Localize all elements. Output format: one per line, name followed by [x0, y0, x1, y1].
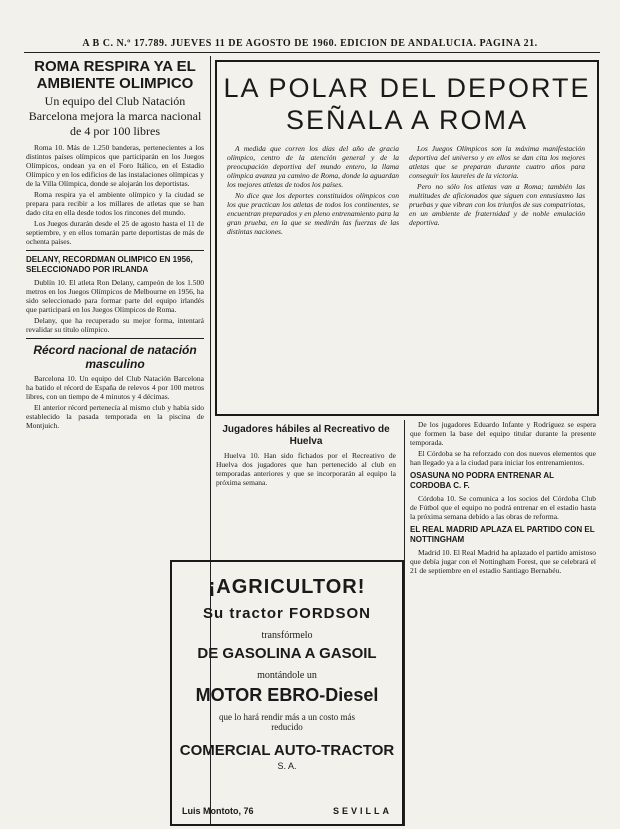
record-paragraph: El anterior récord pertenecía al mismo club y había sido establecido la pasada temporada en la piscina de Montjuich. [26, 403, 204, 430]
ad-line: DE GASOLINA A GASOIL [197, 645, 377, 662]
main-headline-line2: SEÑALA A ROMA [285, 105, 529, 135]
left-divider [26, 338, 204, 339]
ad-street: Luis Montoto, 76 [182, 806, 254, 816]
main-headline-line1: LA POLAR DEL DEPORTE [223, 73, 591, 103]
main-paragraph: A medida que corren los días del año de gracia olímpico, centro de la atención general y de la preocupación deportiva del mundo entero, la llama olímpica avanza ya camino de Roma, donde la aguardan los mejores atletas de todos los países. [227, 144, 399, 189]
main-paragraph: Los Juegos Olímpicos son la máxima manifestación deportiva del universo y en ellos se dan cita los mejores atletas que se preparan durante cuatro años para conseguir los laureles de la victoria. [409, 144, 585, 180]
ad-line: montándole un [257, 670, 317, 681]
left-paragraph: Los Juegos durarán desde el 25 de agosto hasta el 11 de septiembre, y en ellos tomarán parte deportistas de más de ochenta países. [26, 219, 204, 246]
main-column-2 [409, 144, 585, 406]
osasuna-headline: OSASUNA NO PODRA ENTRENAR AL CORDOBA C. F. [410, 471, 554, 490]
record-paragraph: Barcelona 10. Un equipo del Club Natación Barcelona ha batido el récord de España de relevos 4 por 100 metros libres, con un tiempo de 4 minutos y 4 décimas. [26, 374, 204, 401]
ad-line: COMERCIAL AUTO-TRACTOR [179, 742, 395, 759]
main-paragraph: Pero no sólo los atletas van a Roma; también las multitudes de aficionados que siguen con entusiasmo las pruebas y que vibran con los triunfos de sus compatriotas, en un ambiente de fraternidad y de noble emulación deportiva. [409, 182, 585, 227]
ad-line: S. A. [277, 761, 297, 771]
delany-paragraph: Dublín 10. El atleta Ron Delany, campeón de los 1.500 metros en los Juegos Olímpicos de Melbourne en 1956, ha sido seleccionado para formar parte del equipo irlandés que participará en los Juegos Olímpicos de Roma. [26, 278, 204, 314]
huelva-paragraph: Huelva 10. Han sido fichados por el Recreativo de Huelva dos jugadores que han pertenecido al club en temporadas anteriores y que se incorporarán al equipo la próxima semana. [216, 451, 396, 487]
right-paragraph: El Córdoba se ha reforzado con dos nuevos elementos que han llegado ya a la ciudad para iniciar los entrenamientos. [410, 449, 596, 467]
left-subhead: Un equipo del Club Natación Barcelona mejora la marca nacional de 4 por 100 libres [28, 94, 202, 138]
ad-city: SEVILLA [332, 806, 392, 816]
left-headline: ROMA RESPIRA YA EL AMBIENTE OLIMPICO [34, 58, 196, 92]
ad-line: ¡AGRICULTOR! [208, 576, 366, 598]
madrid-headline: EL REAL MADRID APLAZA EL PARTIDO CON EL NOTTINGHAM [410, 525, 595, 544]
ad-line: transfórmelo [261, 630, 313, 641]
delany-paragraph: Delany, que ha recuperado su mejor forma, intentará revalidar su título olímpico. [26, 316, 204, 334]
right-paragraph: De los jugadores Eduardo Infante y Rodríguez se espera que formen la base del equipo titular durante la presente temporada. [410, 420, 596, 447]
right-column [410, 420, 596, 825]
left-divider [26, 250, 204, 251]
right-paragraph: Madrid 10. El Real Madrid ha aplazado el partido amistoso que debía jugar con el Nottingham Forest, que se celebrará el 21 de septiembre en el estadio Santiago Bernabéu. [410, 548, 596, 575]
main-article-box [215, 60, 599, 416]
record-headline: Récord nacional de natación masculino [33, 343, 197, 371]
left-paragraph: Roma 10. Más de 1.250 banderas, pertenecientes a los distintos países olímpicos que participarán en los Juegos Olímpicos, ondean ya en el Foro Itálico, en el Estadio Olímpico y en los edificios de las instalaciones olímpicas y de la Villa Olímpica, donde se alojarán los deportistas. [26, 143, 204, 188]
column-rule [404, 420, 405, 826]
tractor-advertisement [170, 560, 404, 826]
page-header: A B C. N.º 17.789. JUEVES 11 DE AGOSTO DE 1960. EDICION DE ANDALUCIA. PAGINA 21. [82, 38, 538, 49]
right-paragraph: Córdoba 10. Se comunica a los socios del Córdoba Club de Fútbol que el equipo no podrá entrenar en el estadio hasta la próxima semana debido a las obras de reforma. [410, 494, 596, 521]
ad-line: Su tractor FORDSON [202, 605, 371, 622]
ad-line: que lo hará rendir más a un costo más reducido [219, 712, 355, 732]
left-paragraph: Roma respira ya el ambiente olímpico y la ciudad se prepara para recibir a los millares de atletas que se han dado cita en ella desde todos los rincones del mundo. [26, 190, 204, 217]
huelva-headline: Jugadores hábiles al Recreativo de Huelva [222, 424, 390, 447]
main-paragraph: No dice que los deportes constituidos olímpicos con los que practican los atletas de todos los continentes, se encuentran preparados y en pleno entrenamiento para la gran prueba, en la que se medirán las fuerzas de las distintas naciones. [227, 191, 399, 236]
huelva-brief [216, 420, 396, 550]
header-rule [24, 52, 600, 53]
ad-address [182, 806, 392, 816]
ad-line: MOTOR EBRO-Diesel [195, 685, 379, 705]
main-column-1 [227, 144, 399, 406]
delany-headline: DELANY, RECORDMAN OLIMPICO EN 1956, SELECCIONADO POR IRLANDA [26, 255, 193, 274]
